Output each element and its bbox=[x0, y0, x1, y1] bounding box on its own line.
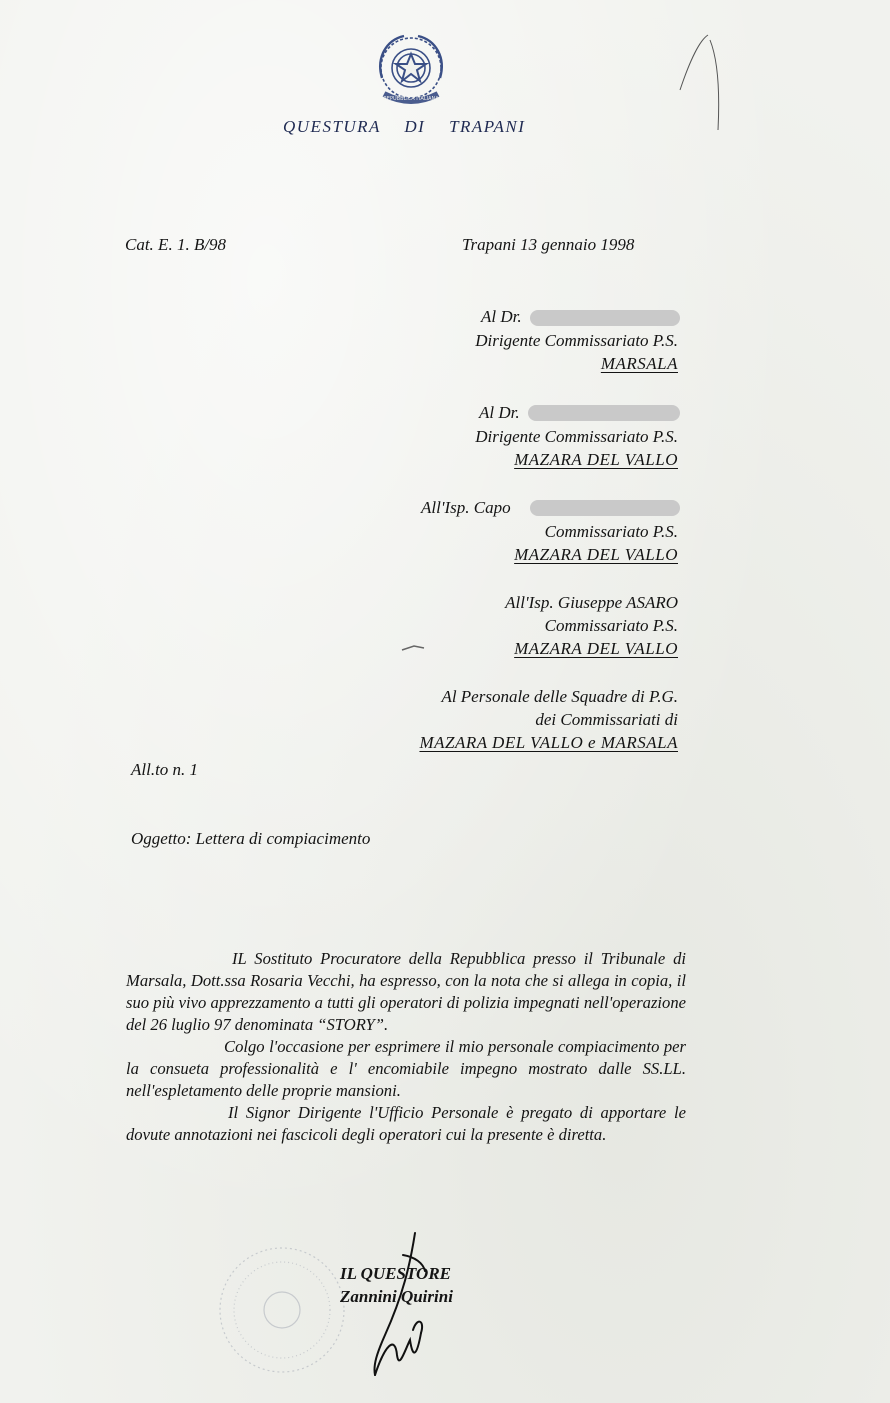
recipient-salutation: Al Dr. bbox=[481, 307, 522, 326]
recipient-salutation: Al Personale delle Squadre di P.G. bbox=[441, 687, 678, 706]
office-header: QUESTURA DI TRAPANI bbox=[283, 117, 526, 136]
signatory-title: IL QUESTORE bbox=[340, 1264, 451, 1283]
signatory-name: Zannini Quirini bbox=[340, 1287, 453, 1306]
emblem-ribbon-text: REPUBBLICA ITALIANA bbox=[383, 96, 439, 102]
ink-speck bbox=[400, 640, 430, 656]
redaction-bar bbox=[528, 405, 680, 421]
pencil-mark bbox=[670, 30, 730, 140]
recipient-salutation: All'Isp. Giuseppe ASARO bbox=[505, 593, 678, 612]
recipient-role: Dirigente Commissariato P.S. bbox=[475, 427, 678, 446]
protocol-reference: Cat. E. 1. B/98 bbox=[125, 235, 227, 254]
letter-date: Trapani 13 gennaio 1998 bbox=[462, 235, 635, 254]
recipient-office: MAZARA DEL VALLO e MARSALA bbox=[419, 733, 678, 752]
attachment-note: All.to n. 1 bbox=[131, 760, 199, 779]
letter-body bbox=[126, 948, 686, 1146]
body-paragraph: Colgo l'occasione per esprimere il mio personale compiacimento per la consueta professionalità e l' encomiabile impegno mostrato dalle SS.LL. nell'espletamento delle proprie mansioni. bbox=[126, 1037, 686, 1100]
recipient-role: dei Commissariati di bbox=[535, 710, 678, 729]
recipient-role: Dirigente Commissariato P.S. bbox=[475, 331, 678, 350]
subject-line: Oggetto: Lettera di compiacimento bbox=[131, 829, 371, 848]
recipient-office: MAZARA DEL VALLO bbox=[514, 639, 678, 658]
recipient-salutation: Al Dr. bbox=[479, 403, 520, 422]
recipient-office: MARSALA bbox=[600, 354, 678, 373]
recipient-role: Commissariato P.S. bbox=[544, 522, 678, 541]
redaction-bar bbox=[530, 310, 680, 326]
recipient-office: MAZARA DEL VALLO bbox=[514, 450, 678, 469]
handwritten-signature bbox=[355, 1225, 445, 1395]
recipient-role: Commissariato P.S. bbox=[544, 616, 678, 635]
recipient-office: MAZARA DEL VALLO bbox=[514, 545, 678, 564]
body-paragraph: Il Signor Dirigente l'Ufficio Personale è pregato di apportare le dovute annotazioni nei fascicoli degli operatori cui la presente è diretta. bbox=[126, 1103, 686, 1144]
recipient-salutation: All'Isp. Capo bbox=[421, 498, 511, 517]
redaction-bar bbox=[530, 500, 680, 516]
body-paragraph: IL Sostituto Procuratore della Repubblica presso il Tribunale di Marsala, Dott.ssa Rosaria Vecchi, ha espresso, con la nota che si allega in copia, il suo più vivo apprezzamento a tutti gli operatori di polizia impegnati nell'operazione del 26 luglio 97 denominata “STORY”. bbox=[126, 949, 686, 1034]
official-stamp bbox=[212, 1240, 352, 1380]
italian-republic-emblem bbox=[368, 28, 454, 114]
